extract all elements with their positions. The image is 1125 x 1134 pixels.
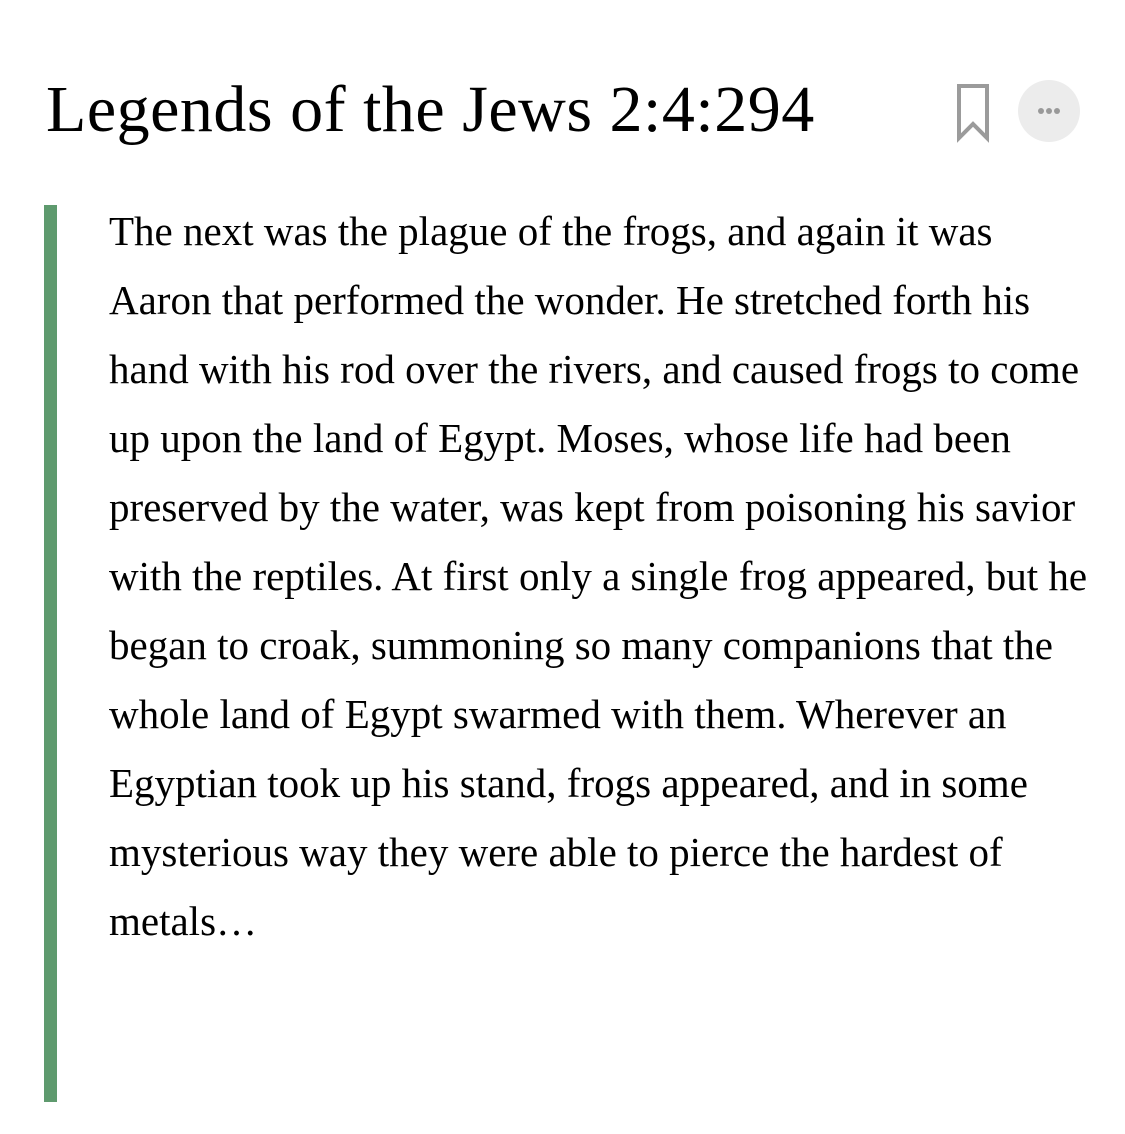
passage-text[interactable]: The next was the plague of the frogs, and again it was Aaron that performed the wonder. He stretched forth his hand with his rod over the rivers, and caused frogs to come up upon the land of Egypt. Moses, whose life had been preserved by the water, was kept from poisoning his savior with the reptiles. At first only a single frog appeared, but he began to croak, summoning so many companions that the whole land of Egypt swarmed with them. Wherever an Egyptian took up his stand, frogs appeared, and in some mysterious way they were able to pierce the hardest of metals… bbox=[109, 208, 1088, 944]
bookmark-button[interactable] bbox=[956, 83, 990, 143]
passage-header bbox=[46, 70, 1086, 150]
more-horizontal-icon bbox=[1018, 80, 1080, 142]
bookmark-icon bbox=[956, 83, 990, 143]
passage-block bbox=[44, 205, 1094, 1102]
passage-accent-bar bbox=[44, 205, 57, 1102]
more-options-button[interactable] bbox=[1018, 80, 1080, 142]
passage-title: Legends of the Jews 2:4:294 bbox=[46, 73, 815, 146]
